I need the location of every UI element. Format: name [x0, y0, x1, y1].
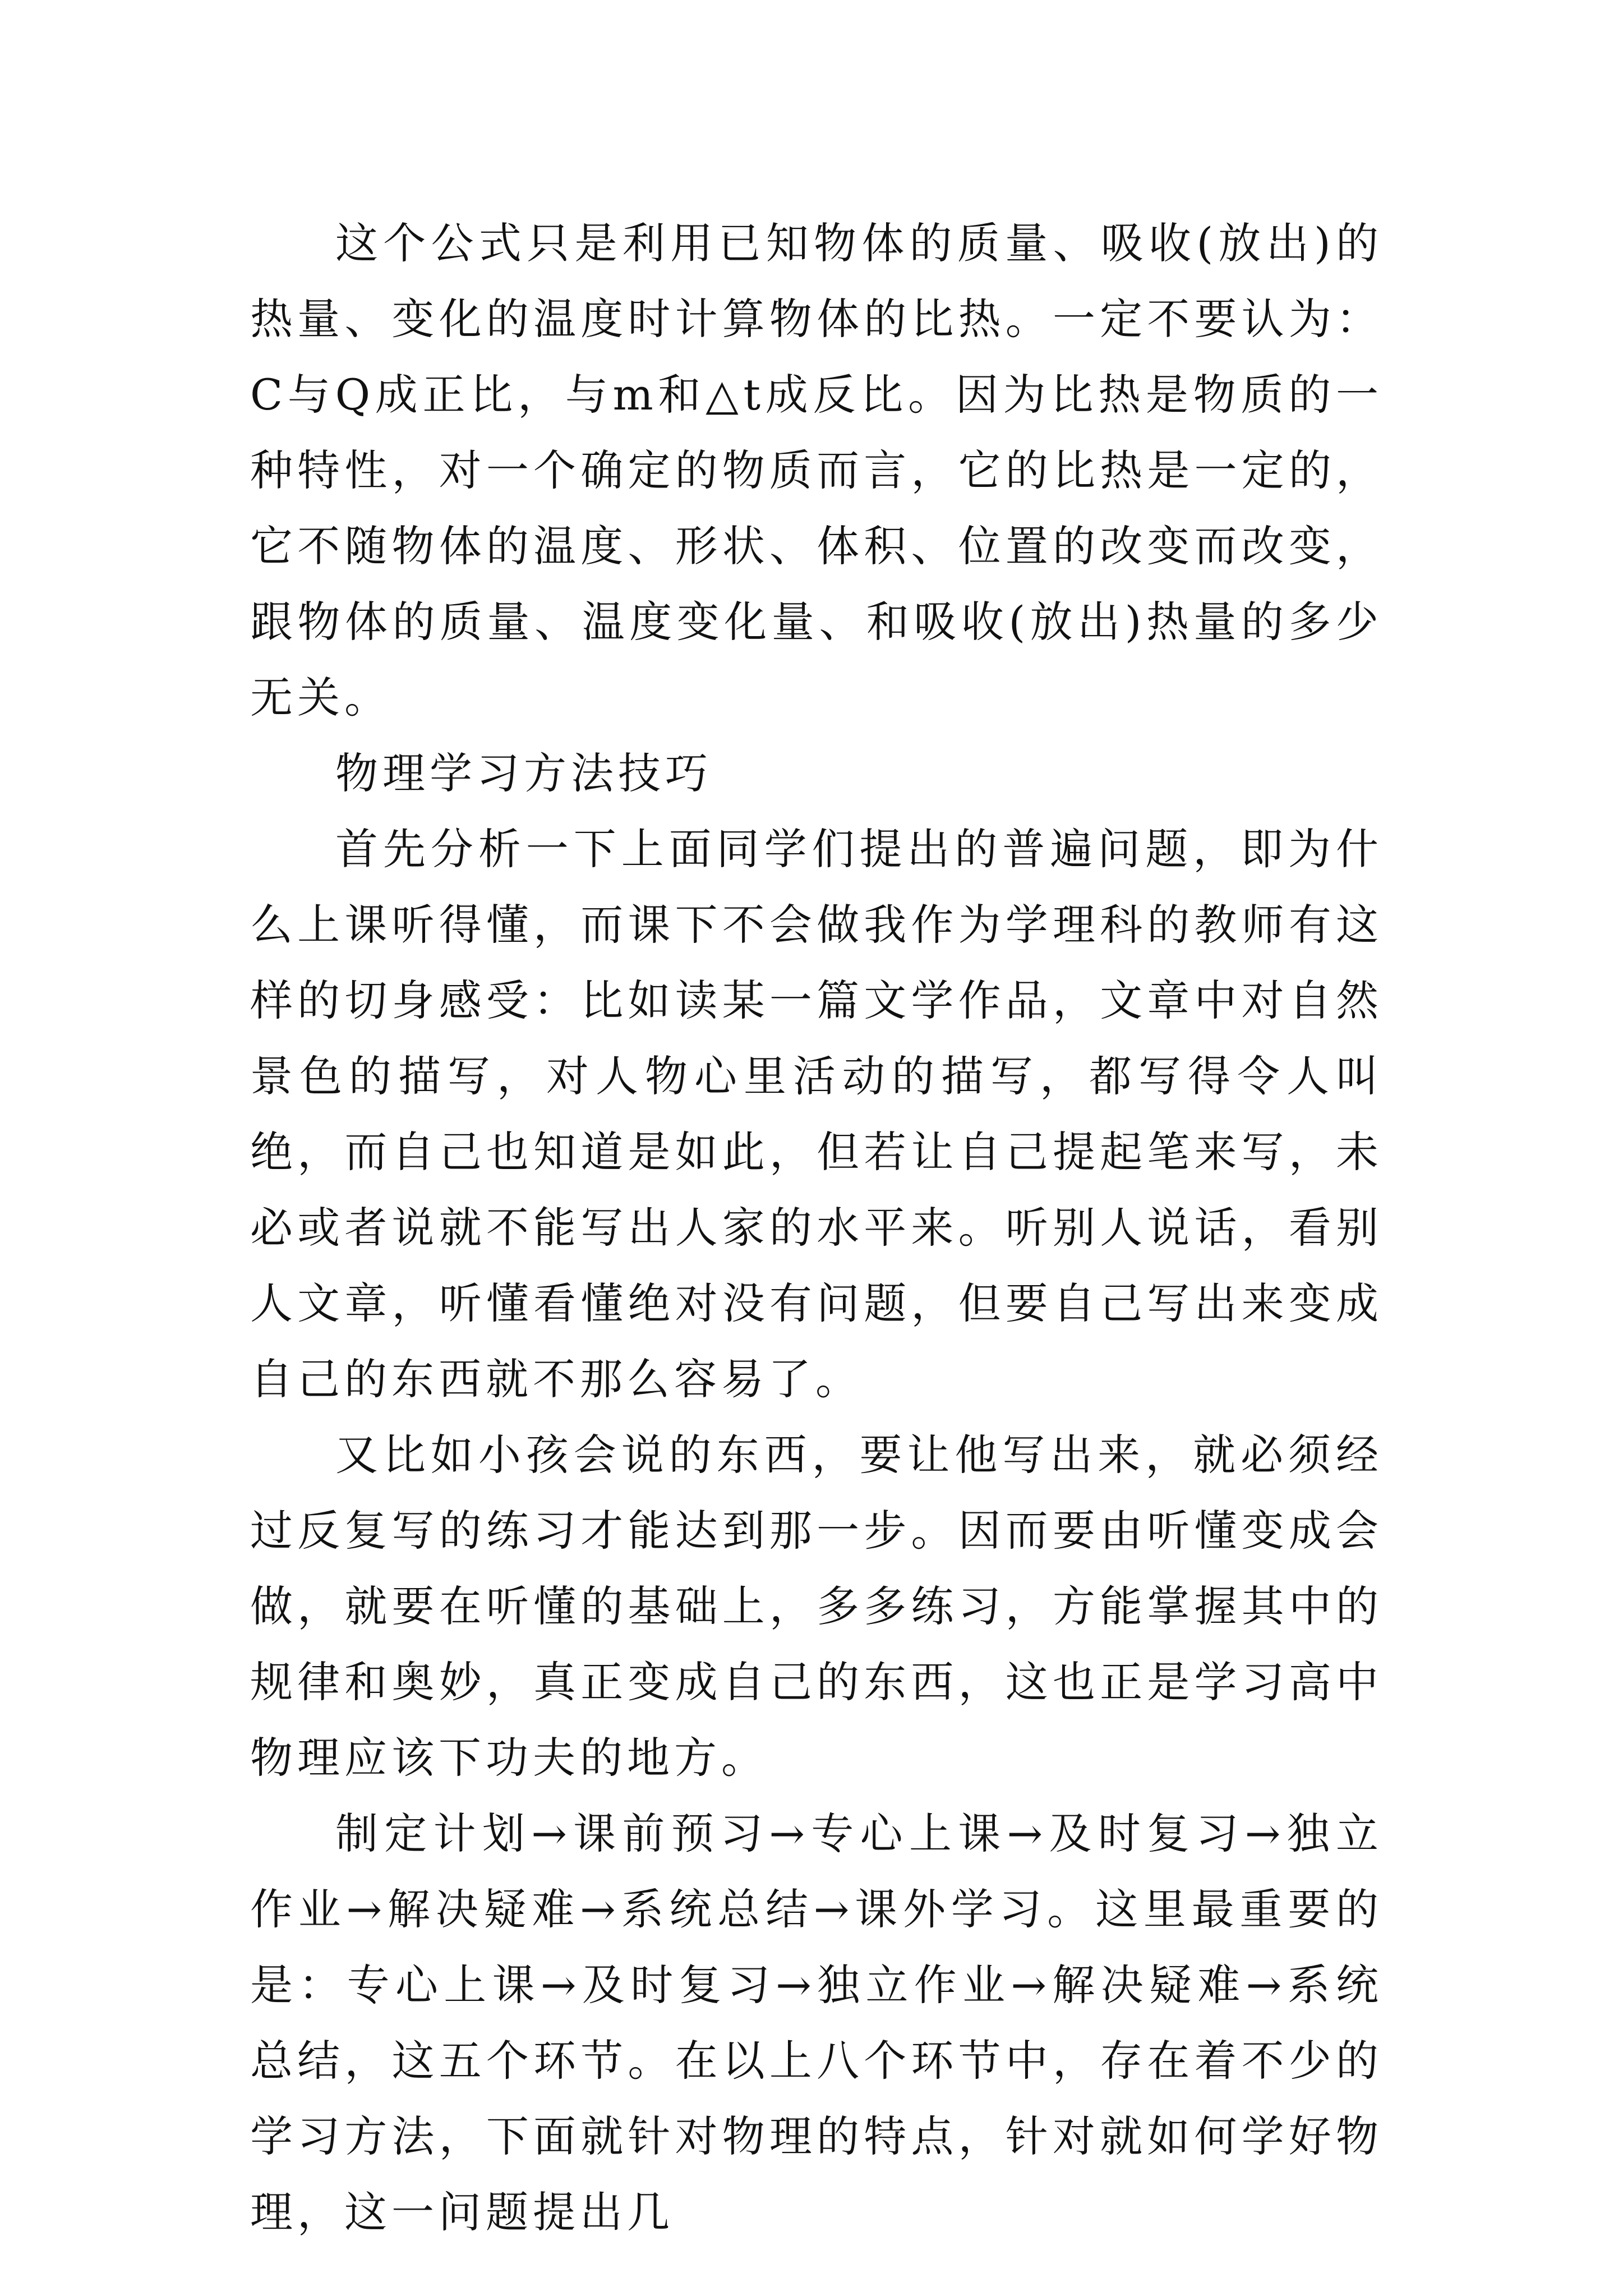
paragraph-practice: 又比如小孩会说的东西，要让他写出来，就必须经过反复写的练习才能达到那一步。因而要由听懂变成会做，就要在听懂的基础上，多多练习，方能掌握其中的规律和奥妙，真正变成自己的东西，这也正是学习高中物理应该下功夫的地方。: [250, 1430, 1383, 1783]
paragraph-study-steps: 制定计划→课前预习→专心上课→及时复习→独立作业→解决疑难→系统总结→课外学习。这里最重要的是：专心上课→及时复习→独立作业→解决疑难→系统总结，这五个环节。在以上八个环节中，存在着不少的学习方法，下面就针对物理的特点，针对就如何学好物理，这一问题提出几: [250, 1809, 1383, 2237]
paragraph-common-problem: 首先分析一下上面同学们提出的普遍问题，即为什么上课听得懂，而课下不会做我作为学理科的教师有这样的切身感受：比如读某一篇文学作品，文章中对自然景色的描写，对人物心里活动的描写，都写得令人叫绝，而自己也知道是如此，但若让自己提起笔来写，未必或者说就不能写出人家的水平来。听别人说话，看别人文章，听懂看懂绝对没有问题，但要自己写出来变成自己的东西就不那么容易了。: [250, 824, 1383, 1404]
section-heading: 物理学习方法技巧: [335, 748, 712, 798]
paragraph-specific-heat: 这个公式只是利用已知物体的质量、吸收(放出)的热量、变化的温度时计算物体的比热。一定不要认为：C与Q成正比，与m和△t成反比。因为比热是物质的一种特性，对一个确定的物质而言，它的比热是一定的，它不随物体的温度、形状、体积、位置的改变而改变，跟物体的质量、温度变化量、和吸收(放出)热量的多少无关。: [250, 218, 1383, 723]
document-body: [250, 205, 1383, 2250]
